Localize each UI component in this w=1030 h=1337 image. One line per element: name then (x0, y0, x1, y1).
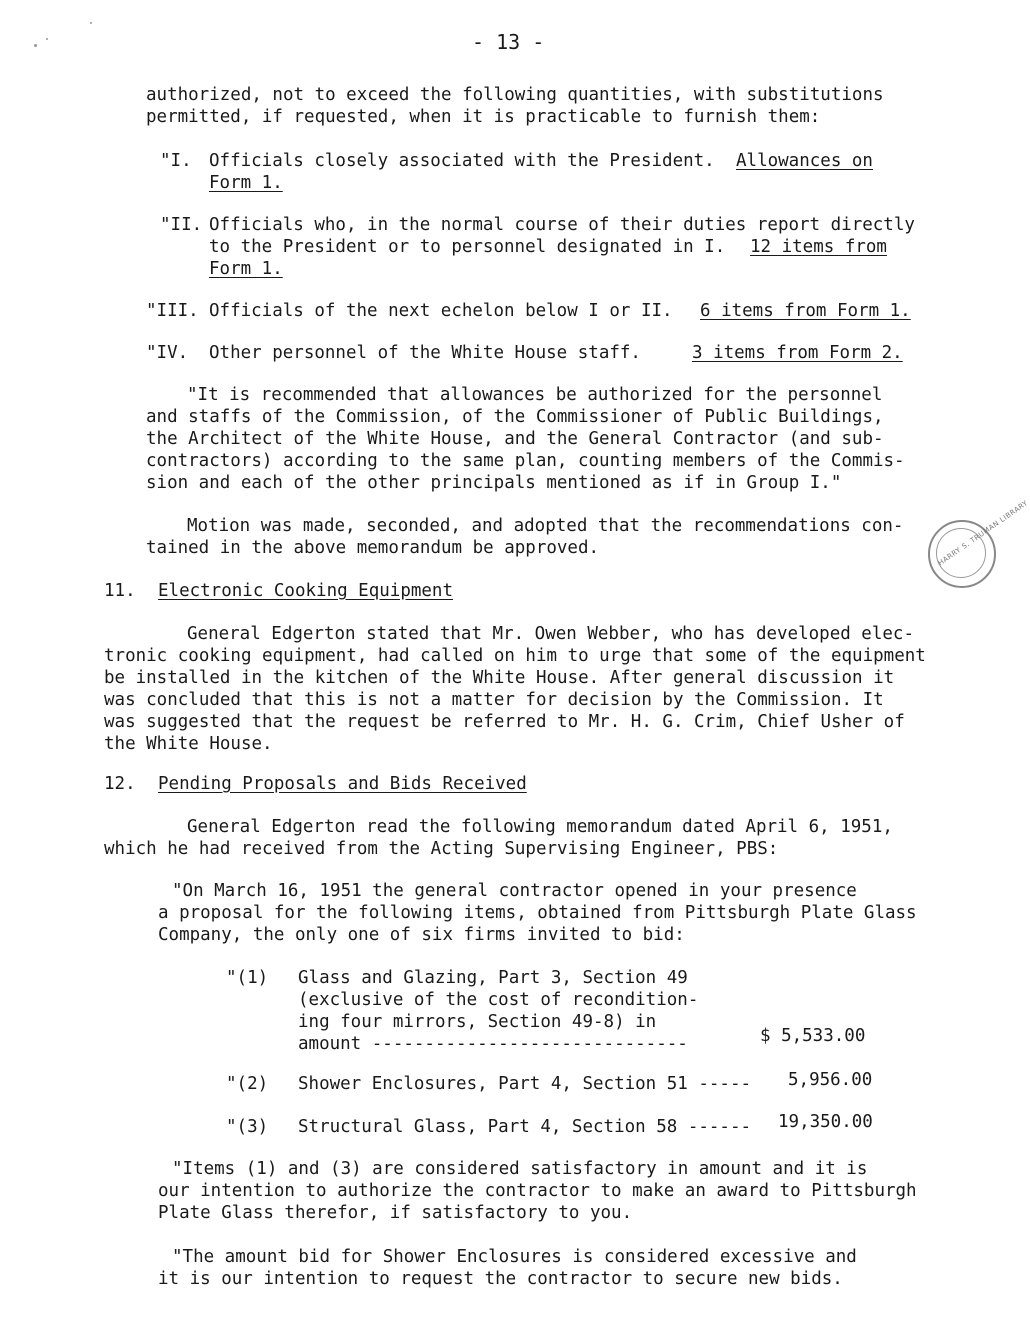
memo-line: Company, the only one of six firms invited to bid: (158, 925, 685, 945)
group-allowance: 6 items from Form 1. (700, 301, 911, 321)
memo-line: "On March 16, 1951 the general contractor opened in your presence (172, 881, 857, 901)
memo-line: Plate Glass therefor, if satisfactory to you. (158, 1203, 633, 1223)
group-description: to the President or to personnel designated in I. (209, 237, 726, 257)
group-label: "II. (160, 215, 203, 235)
section-body-line: General Edgerton stated that Mr. Owen Webber, who has developed elec- (187, 624, 914, 644)
recommendation-line: the Architect of the White House, and the General Contractor (and sub- (146, 429, 884, 449)
bid-item-amount: $ 5,533.00 (760, 1026, 866, 1046)
page-number: - 13 - (472, 30, 545, 54)
recommendation-line: sion and each of the other principals mentioned as if in Group I." (146, 473, 842, 493)
group-description: Officials closely associated with the President. (209, 151, 715, 171)
bid-item-line: (exclusive of the cost of recondition- (298, 990, 699, 1010)
bid-item-label: "(2) (226, 1074, 269, 1094)
bid-item-amount: 19,350.00 (778, 1112, 873, 1132)
section-body-line: be installed in the kitchen of the White House. After general discussion it (104, 668, 895, 688)
memo-line: "Items (1) and (3) are considered satisfactory in amount and it is (172, 1159, 868, 1179)
scan-speck (46, 38, 48, 40)
bid-item-line: ing four mirrors, Section 49-8) in (298, 1012, 657, 1032)
stamp-text: HARRY S. TRUMAN LIBRARY (936, 499, 1030, 568)
group-description: Officials of the next echelon below I or II. (209, 301, 673, 321)
bid-item-line: Glass and Glazing, Part 3, Section 49 (298, 968, 688, 988)
recommendation-line: "It is recommended that allowances be authorized for the personnel (187, 385, 883, 405)
section-body-line: was concluded that this is not a matter for decision by the Commission. It (104, 690, 884, 710)
section-heading: Electronic Cooking Equipment (158, 581, 454, 601)
section-body-line: tronic cooking equipment, had called on him to urge that some of the equipment (104, 646, 926, 666)
section-body-line: General Edgerton read the following memorandum dated April 6, 1951, (187, 817, 893, 837)
section-body-line: which he had received from the Acting Supervising Engineer, PBS: (104, 839, 779, 859)
group-description: Officials who, in the normal course of their duties report directly (209, 215, 915, 235)
group-label: "IV. (146, 343, 189, 363)
section-body-line: the White House. (104, 734, 273, 754)
group-allowance: 12 items from Form 1. (209, 237, 887, 279)
bid-item-line: Structural Glass, Part 4, Section 58 ------ (298, 1117, 752, 1137)
section-body-line: was suggested that the request be referred to Mr. H. G. Crim, Chief Usher of (104, 712, 905, 732)
scan-speck (34, 44, 37, 47)
bid-item-line: Shower Enclosures, Part 4, Section 51 ----- (298, 1074, 752, 1094)
intro-line: permitted, if requested, when it is practicable to furnish them: (146, 107, 821, 127)
bid-item-label: "(3) (226, 1117, 269, 1137)
group-label: "I. (160, 151, 192, 171)
recommendation-line: and staffs of the Commission, of the Commissioner of Public Buildings, (146, 407, 884, 427)
memo-line: our intention to authorize the contractor to make an award to Pittsburgh (158, 1181, 917, 1201)
motion-line: Motion was made, seconded, and adopted that the recommendations con- (187, 516, 904, 536)
intro-line: authorized, not to exceed the following quantities, with substitutions (146, 85, 884, 105)
bid-item-amount: 5,956.00 (788, 1070, 873, 1090)
group-allowance: 3 items from Form 2. (692, 343, 903, 363)
bid-item-label: "(1) (226, 968, 269, 988)
memo-line: "The amount bid for Shower Enclosures is considered excessive and (172, 1247, 857, 1267)
recommendation-line: contractors) according to the same plan, counting members of the Commis- (146, 451, 905, 471)
memo-line: a proposal for the following items, obtained from Pittsburgh Plate Glass (158, 903, 917, 923)
memo-line: it is our intention to request the contractor to secure new bids. (158, 1269, 843, 1289)
group-description: Other personnel of the White House staff. (209, 343, 641, 363)
section-number: 11. (104, 581, 136, 601)
group-label: "III. (146, 301, 199, 321)
scan-speck (90, 22, 92, 24)
bid-item-line: amount ------------------------------ (298, 1034, 688, 1054)
group-allowance: Allowances on Form 1. (209, 151, 873, 193)
section-number: 12. (104, 774, 136, 794)
motion-line: tained in the above memorandum be approved. (146, 538, 600, 558)
section-heading: Pending Proposals and Bids Received (158, 774, 527, 794)
library-stamp (928, 499, 1030, 588)
